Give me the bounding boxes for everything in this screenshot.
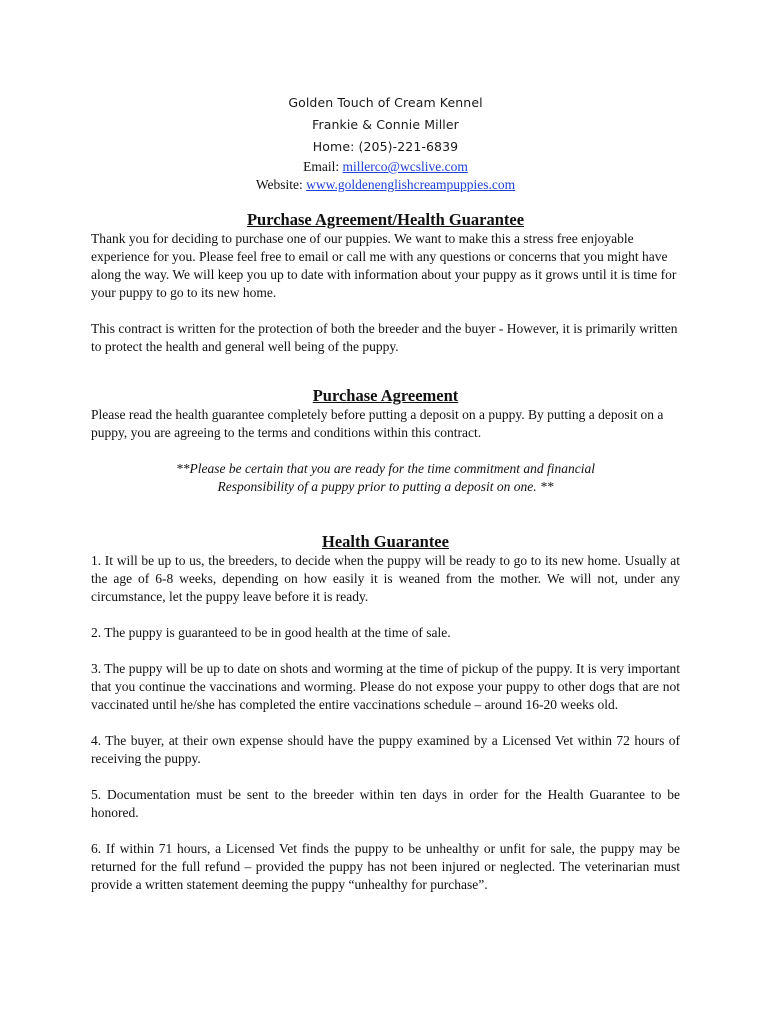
purchase-agreement-heading: Purchase Agreement [312,386,459,405]
kennel-name: Golden Touch of Cream Kennel [288,95,483,110]
guarantee-item-6: 6. If within 71 hours, a Licensed Vet finds the puppy to be unhealthy or unfit for sale, the puppy may be returned for the full refund – provided the puppy has not been injured or neglected. The veterinarian must provide a written statement deeming the puppy “unhealthy for purchase”. [91,841,680,892]
intro-paragraph: Thank you for deciding to purchase one of our puppies. We want to make this a stress free enjoyable experience for you. Please feel free to email or call me with any questions or concerns that you might have along the way. We will keep you up to date with information about your puppy as it grows until it is time for your puppy to go to its new home. [91,231,677,300]
letterhead [91,92,680,194]
note-line-1: **Please be certain that you are ready for the time commitment and financial [176,461,595,476]
guarantee-item-4: 4. The buyer, at their own expense should have the puppy examined by a Licensed Vet within 72 hours of receiving the puppy. [91,733,680,766]
guarantee-item-5: 5. Documentation must be sent to the breeder within ten days in order for the Health Guarantee to be honored. [91,787,680,820]
email-label: Email: [303,159,343,174]
protection-paragraph: This contract is written for the protection of both the breeder and the buyer - However, it is primarily written to protect the health and general well being of the puppy. [91,321,678,354]
email-link[interactable]: millerco@wcslive.com [342,159,468,174]
owner-names: Frankie & Connie Miller [312,117,459,132]
purchase-paragraph: Please read the health guarantee completely before putting a deposit on a puppy. By putting a deposit on a puppy, you are agreeing to the terms and conditions within this contract. [91,407,664,440]
website-label: Website: [255,177,307,192]
website-link[interactable]: www.goldenenglishcreampuppies.com [306,177,516,192]
main-heading: Purchase Agreement/Health Guarantee [246,210,525,229]
website-line [91,176,680,194]
email-line [91,158,680,176]
guarantee-item-1: 1. It will be up to us, the breeders, to decide when the puppy will be ready to go to its new home. Usually at the age of 6-8 weeks, depending on how easily it is weaned from the mother. We will not, under any circumstance, let the puppy leave before it is ready. [91,553,680,604]
guarantee-item-2: 2. The puppy is guaranteed to be in good health at the time of sale. [91,625,451,640]
health-guarantee-heading: Health Guarantee [322,532,449,551]
guarantee-item-3: 3. The puppy will be up to date on shots and worming at the time of pickup of the puppy. It is very important that you continue the vaccinations and worming. Please do not expose your puppy to other dogs that are not vaccinated until he/she has completed the entire vaccinations schedule – around 16-20 weeks old. [91,661,680,712]
commitment-note [91,460,680,496]
home-phone: Home: (205)-221-6839 [312,139,459,154]
note-line-2: Responsibility of a puppy prior to putting a deposit on one. ** [217,479,554,494]
